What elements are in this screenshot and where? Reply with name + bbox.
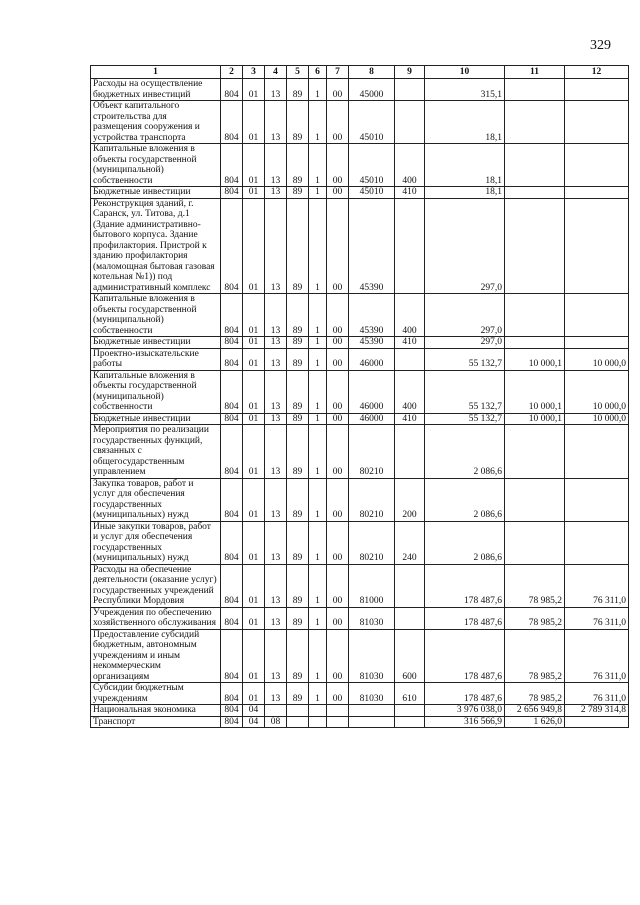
code-cell xyxy=(395,198,425,294)
row-name-cell: Капитальные вложения в объекты государственной (муниципальной) собственности xyxy=(91,144,221,187)
code-cell: 00 xyxy=(327,370,349,413)
code-cell: 804 xyxy=(221,425,243,479)
amount-cell xyxy=(565,716,629,728)
code-cell xyxy=(309,705,327,717)
amount-cell xyxy=(565,198,629,294)
amount-cell: 78 985,2 xyxy=(505,564,565,607)
table-row xyxy=(91,629,629,683)
code-cell: 13 xyxy=(265,187,287,199)
table-row xyxy=(91,348,629,370)
code-cell: 600 xyxy=(395,629,425,683)
code-cell: 01 xyxy=(243,294,265,337)
column-header: 9 xyxy=(395,66,425,79)
code-cell: 804 xyxy=(221,370,243,413)
code-cell: 400 xyxy=(395,144,425,187)
code-cell xyxy=(395,425,425,479)
code-cell xyxy=(395,564,425,607)
row-name-cell: Бюджетные инвестиции xyxy=(91,337,221,349)
code-cell: 89 xyxy=(287,198,309,294)
table-row xyxy=(91,294,629,337)
table-body xyxy=(91,79,629,728)
code-cell: 1 xyxy=(309,294,327,337)
amount-cell: 76 311,0 xyxy=(565,683,629,705)
code-cell: 00 xyxy=(327,564,349,607)
code-cell: 01 xyxy=(243,564,265,607)
code-cell xyxy=(327,716,349,728)
code-cell: 80210 xyxy=(349,425,395,479)
amount-cell: 18,1 xyxy=(425,187,505,199)
row-name-cell: Объект капитального строительства для размещения сооружения и устройства транспорта xyxy=(91,101,221,144)
code-cell xyxy=(349,705,395,717)
amount-cell: 78 985,2 xyxy=(505,683,565,705)
amount-cell xyxy=(505,478,565,521)
table-row xyxy=(91,144,629,187)
amount-cell: 3 976 038,0 xyxy=(425,705,505,717)
amount-cell xyxy=(565,187,629,199)
amount-cell xyxy=(505,337,565,349)
code-cell: 1 xyxy=(309,629,327,683)
code-cell: 804 xyxy=(221,413,243,425)
code-cell: 89 xyxy=(287,607,309,629)
code-cell: 89 xyxy=(287,370,309,413)
code-cell: 89 xyxy=(287,348,309,370)
amount-cell xyxy=(565,521,629,564)
code-cell: 13 xyxy=(265,413,287,425)
code-cell: 13 xyxy=(265,337,287,349)
code-cell: 89 xyxy=(287,413,309,425)
code-cell: 01 xyxy=(243,144,265,187)
table-row xyxy=(91,607,629,629)
amount-cell xyxy=(565,79,629,101)
row-name-cell: Мероприятия по реализации государственных функций, связанных с общегосударственным управлением xyxy=(91,425,221,479)
amount-cell: 76 311,0 xyxy=(565,607,629,629)
amount-cell: 76 311,0 xyxy=(565,629,629,683)
amount-cell xyxy=(565,101,629,144)
code-cell: 46000 xyxy=(349,370,395,413)
code-cell: 13 xyxy=(265,348,287,370)
code-cell: 1 xyxy=(309,683,327,705)
code-cell: 01 xyxy=(243,79,265,101)
amount-cell: 10 000,1 xyxy=(505,370,565,413)
table-row xyxy=(91,425,629,479)
code-cell xyxy=(265,705,287,717)
code-cell: 804 xyxy=(221,564,243,607)
code-cell xyxy=(287,705,309,717)
code-cell: 1 xyxy=(309,521,327,564)
code-cell xyxy=(395,348,425,370)
table-row xyxy=(91,705,629,717)
code-cell: 1 xyxy=(309,337,327,349)
column-header: 7 xyxy=(327,66,349,79)
code-cell: 13 xyxy=(265,683,287,705)
amount-cell: 18,1 xyxy=(425,101,505,144)
code-cell: 89 xyxy=(287,564,309,607)
row-name-cell: Учреждения по обеспечению хозяйственного обслуживания xyxy=(91,607,221,629)
code-cell: 804 xyxy=(221,478,243,521)
amount-cell xyxy=(505,198,565,294)
amount-cell xyxy=(505,144,565,187)
amount-cell: 78 985,2 xyxy=(505,607,565,629)
code-cell: 13 xyxy=(265,564,287,607)
code-cell: 1 xyxy=(309,187,327,199)
code-cell: 00 xyxy=(327,521,349,564)
table-row xyxy=(91,716,629,728)
table-row xyxy=(91,101,629,144)
amount-cell: 10 000,1 xyxy=(505,348,565,370)
column-header: 12 xyxy=(565,66,629,79)
code-cell: 80210 xyxy=(349,478,395,521)
code-cell: 804 xyxy=(221,294,243,337)
table-row xyxy=(91,370,629,413)
table-row xyxy=(91,198,629,294)
amount-cell xyxy=(565,337,629,349)
code-cell: 46000 xyxy=(349,413,395,425)
code-cell: 804 xyxy=(221,607,243,629)
code-cell: 1 xyxy=(309,413,327,425)
table-row xyxy=(91,478,629,521)
code-cell: 89 xyxy=(287,101,309,144)
row-name-cell: Капитальные вложения в объекты государственной (муниципальной) собственности xyxy=(91,370,221,413)
code-cell: 13 xyxy=(265,101,287,144)
code-cell: 804 xyxy=(221,716,243,728)
amount-cell: 55 132,7 xyxy=(425,413,505,425)
code-cell: 00 xyxy=(327,478,349,521)
code-cell: 00 xyxy=(327,101,349,144)
code-cell xyxy=(349,716,395,728)
code-cell: 00 xyxy=(327,629,349,683)
code-cell: 200 xyxy=(395,478,425,521)
amount-cell xyxy=(505,521,565,564)
amount-cell: 2 656 949,8 xyxy=(505,705,565,717)
code-cell: 45010 xyxy=(349,144,395,187)
amount-cell xyxy=(565,425,629,479)
code-cell: 804 xyxy=(221,521,243,564)
code-cell: 00 xyxy=(327,79,349,101)
code-cell: 01 xyxy=(243,683,265,705)
code-cell: 04 xyxy=(243,716,265,728)
amount-cell: 10 000,1 xyxy=(505,413,565,425)
code-cell: 45010 xyxy=(349,187,395,199)
code-cell: 410 xyxy=(395,413,425,425)
amount-cell: 297,0 xyxy=(425,337,505,349)
code-cell: 13 xyxy=(265,144,287,187)
code-cell: 13 xyxy=(265,478,287,521)
code-cell: 00 xyxy=(327,348,349,370)
code-cell: 804 xyxy=(221,101,243,144)
amount-cell: 10 000,0 xyxy=(565,348,629,370)
row-name-cell: Реконструкция зданий, г. Саранск, ул. Титова, д.1 (Здание административно-бытового корпуса. Здание профилактория. Пристрой к зданию профилактория (маломощная бытовая газовая котельная №1)) под административный комплекс xyxy=(91,198,221,294)
code-cell: 00 xyxy=(327,607,349,629)
code-cell: 1 xyxy=(309,564,327,607)
row-name-cell: Закупка товаров, работ и услуг для обеспечения государственных (муниципальных) нужд xyxy=(91,478,221,521)
code-cell: 00 xyxy=(327,337,349,349)
amount-cell: 178 487,6 xyxy=(425,629,505,683)
code-cell: 89 xyxy=(287,478,309,521)
amount-cell xyxy=(565,144,629,187)
amount-cell: 10 000,0 xyxy=(565,413,629,425)
code-cell: 13 xyxy=(265,370,287,413)
code-cell: 1 xyxy=(309,425,327,479)
code-cell: 00 xyxy=(327,294,349,337)
code-cell: 01 xyxy=(243,370,265,413)
code-cell: 1 xyxy=(309,348,327,370)
column-header: 4 xyxy=(265,66,287,79)
amount-cell xyxy=(505,79,565,101)
code-cell: 804 xyxy=(221,337,243,349)
code-cell: 610 xyxy=(395,683,425,705)
code-cell: 89 xyxy=(287,79,309,101)
row-name-cell: Бюджетные инвестиции xyxy=(91,187,221,199)
amount-cell xyxy=(565,478,629,521)
page-number: 329 xyxy=(590,38,611,53)
column-header: 1 xyxy=(91,66,221,79)
code-cell: 46000 xyxy=(349,348,395,370)
code-cell: 45010 xyxy=(349,101,395,144)
code-cell xyxy=(395,705,425,717)
code-cell: 01 xyxy=(243,187,265,199)
code-cell: 804 xyxy=(221,79,243,101)
code-cell: 1 xyxy=(309,79,327,101)
code-cell: 89 xyxy=(287,683,309,705)
amount-cell: 2 086,6 xyxy=(425,521,505,564)
amount-cell xyxy=(505,101,565,144)
column-header: 5 xyxy=(287,66,309,79)
code-cell: 13 xyxy=(265,521,287,564)
code-cell: 13 xyxy=(265,425,287,479)
code-cell: 08 xyxy=(265,716,287,728)
amount-cell: 178 487,6 xyxy=(425,683,505,705)
table-row xyxy=(91,564,629,607)
table-row xyxy=(91,337,629,349)
code-cell xyxy=(395,79,425,101)
code-cell: 45390 xyxy=(349,198,395,294)
table-row xyxy=(91,683,629,705)
code-cell: 1 xyxy=(309,370,327,413)
code-cell: 81000 xyxy=(349,564,395,607)
code-cell: 00 xyxy=(327,144,349,187)
code-cell: 13 xyxy=(265,198,287,294)
code-cell xyxy=(287,716,309,728)
code-cell: 45390 xyxy=(349,294,395,337)
code-cell: 01 xyxy=(243,337,265,349)
amount-cell: 55 132,7 xyxy=(425,370,505,413)
column-header: 11 xyxy=(505,66,565,79)
code-cell: 89 xyxy=(287,187,309,199)
table-row xyxy=(91,187,629,199)
code-cell: 45390 xyxy=(349,337,395,349)
code-cell: 80210 xyxy=(349,521,395,564)
code-cell: 01 xyxy=(243,478,265,521)
column-header: 3 xyxy=(243,66,265,79)
code-cell: 1 xyxy=(309,607,327,629)
table-row xyxy=(91,521,629,564)
amount-cell: 18,1 xyxy=(425,144,505,187)
amount-cell: 76 311,0 xyxy=(565,564,629,607)
amount-cell: 55 132,7 xyxy=(425,348,505,370)
column-header: 8 xyxy=(349,66,395,79)
code-cell: 804 xyxy=(221,705,243,717)
code-cell: 81030 xyxy=(349,629,395,683)
amount-cell: 2 086,6 xyxy=(425,425,505,479)
code-cell: 400 xyxy=(395,294,425,337)
code-cell: 00 xyxy=(327,187,349,199)
amount-cell xyxy=(565,294,629,337)
code-cell xyxy=(395,101,425,144)
row-name-cell: Иные закупки товаров, работ и услуг для обеспечения государственных (муниципальных) нужд xyxy=(91,521,221,564)
column-header: 10 xyxy=(425,66,505,79)
amount-cell xyxy=(505,294,565,337)
row-name-cell: Транспорт xyxy=(91,716,221,728)
amount-cell: 10 000,0 xyxy=(565,370,629,413)
code-cell: 00 xyxy=(327,198,349,294)
amount-cell xyxy=(505,425,565,479)
code-cell: 81030 xyxy=(349,683,395,705)
amount-cell: 315,1 xyxy=(425,79,505,101)
amount-cell: 297,0 xyxy=(425,198,505,294)
code-cell: 45000 xyxy=(349,79,395,101)
code-cell: 89 xyxy=(287,425,309,479)
code-cell: 410 xyxy=(395,187,425,199)
code-cell: 00 xyxy=(327,413,349,425)
code-cell: 804 xyxy=(221,144,243,187)
code-cell: 1 xyxy=(309,478,327,521)
header-row xyxy=(91,66,629,79)
row-name-cell: Расходы на обеспечение деятельности (оказание услуг) государственных учреждений Республики Мордовия xyxy=(91,564,221,607)
code-cell: 89 xyxy=(287,144,309,187)
amount-cell: 178 487,6 xyxy=(425,564,505,607)
amount-cell xyxy=(505,187,565,199)
code-cell: 13 xyxy=(265,607,287,629)
row-name-cell: Капитальные вложения в объекты государственной (муниципальной) собственности xyxy=(91,294,221,337)
amount-cell: 297,0 xyxy=(425,294,505,337)
code-cell: 804 xyxy=(221,683,243,705)
code-cell: 13 xyxy=(265,79,287,101)
code-cell: 89 xyxy=(287,629,309,683)
row-name-cell: Расходы на осуществление бюджетных инвестиций xyxy=(91,79,221,101)
code-cell: 804 xyxy=(221,198,243,294)
code-cell xyxy=(395,607,425,629)
column-header: 6 xyxy=(309,66,327,79)
table-row xyxy=(91,79,629,101)
code-cell: 01 xyxy=(243,629,265,683)
row-name-cell: Бюджетные инвестиции xyxy=(91,413,221,425)
code-cell: 81030 xyxy=(349,607,395,629)
code-cell: 400 xyxy=(395,370,425,413)
amount-cell: 1 626,0 xyxy=(505,716,565,728)
code-cell: 01 xyxy=(243,198,265,294)
code-cell xyxy=(309,716,327,728)
amount-cell: 78 985,2 xyxy=(505,629,565,683)
code-cell xyxy=(395,716,425,728)
code-cell xyxy=(327,705,349,717)
code-cell: 804 xyxy=(221,348,243,370)
code-cell: 89 xyxy=(287,521,309,564)
code-cell: 804 xyxy=(221,187,243,199)
code-cell: 89 xyxy=(287,337,309,349)
row-name-cell: Субсидии бюджетным учреждениям xyxy=(91,683,221,705)
table-row xyxy=(91,413,629,425)
row-name-cell: Предоставление субсидий бюджетным, автономным учреждениям и иным некоммерческим организациям xyxy=(91,629,221,683)
code-cell: 1 xyxy=(309,144,327,187)
code-cell: 01 xyxy=(243,425,265,479)
code-cell: 13 xyxy=(265,629,287,683)
row-name-cell: Национальная экономика xyxy=(91,705,221,717)
code-cell: 01 xyxy=(243,348,265,370)
code-cell: 01 xyxy=(243,413,265,425)
code-cell: 804 xyxy=(221,629,243,683)
code-cell: 1 xyxy=(309,198,327,294)
code-cell: 240 xyxy=(395,521,425,564)
amount-cell: 2 086,6 xyxy=(425,478,505,521)
code-cell: 01 xyxy=(243,607,265,629)
column-header: 2 xyxy=(221,66,243,79)
code-cell: 01 xyxy=(243,521,265,564)
code-cell: 410 xyxy=(395,337,425,349)
code-cell: 00 xyxy=(327,425,349,479)
row-name-cell: Проектно-изыскательские работы xyxy=(91,348,221,370)
code-cell: 13 xyxy=(265,294,287,337)
code-cell: 1 xyxy=(309,101,327,144)
code-cell: 00 xyxy=(327,683,349,705)
amount-cell: 178 487,6 xyxy=(425,607,505,629)
amount-cell: 2 789 314,8 xyxy=(565,705,629,717)
code-cell: 01 xyxy=(243,101,265,144)
code-cell: 04 xyxy=(243,705,265,717)
budget-table xyxy=(90,65,629,728)
amount-cell: 316 566,9 xyxy=(425,716,505,728)
code-cell: 89 xyxy=(287,294,309,337)
